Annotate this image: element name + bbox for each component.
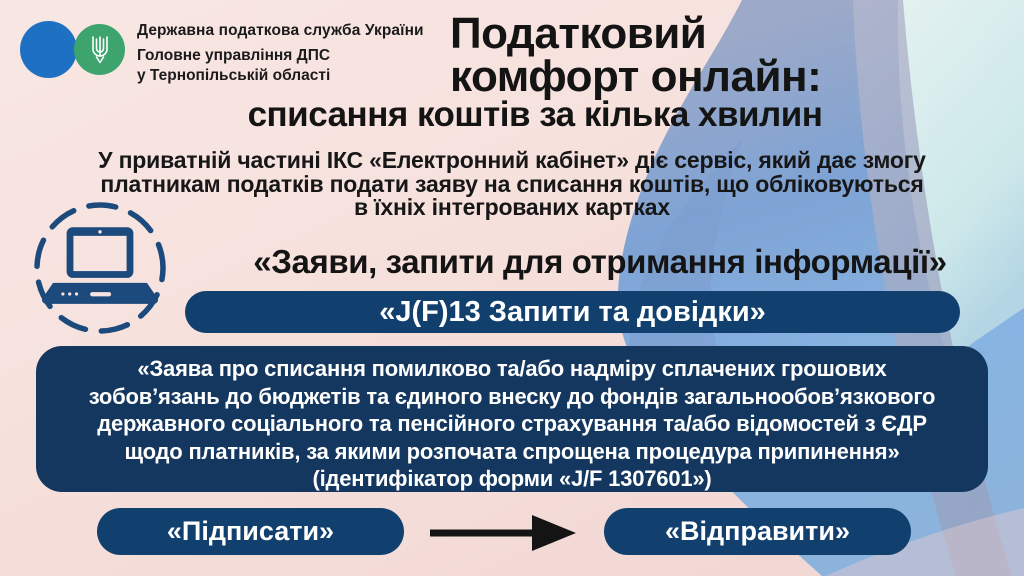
send-button[interactable]: [604, 508, 911, 555]
org-name-line1: Державна податкова служба України: [137, 22, 424, 39]
org-name: [137, 22, 424, 85]
section-heading: «Заяви, запити для отримання інформації»: [253, 243, 947, 280]
laptop-icon: [32, 200, 168, 336]
org-name-line3: у Тернопільській області: [137, 67, 331, 84]
form-description-line: зобов’язань до бюджетів та єдиного внеску до фондів загальнообов’язкового: [88, 383, 936, 409]
form-description-line: (ідентифікатор форми «J/F 1307601»): [312, 466, 712, 491]
form-description-box: [36, 346, 988, 492]
page-title-line3: списання коштів за кілька хвилин: [247, 95, 823, 134]
sign-button-label: «Підписати»: [166, 516, 335, 546]
menu-item-pill[interactable]: [185, 291, 960, 333]
form-description-line: державного соціального та пенсійного страхування та/або відомостей з ЄДР: [97, 411, 927, 436]
arrow-right-icon: [424, 510, 584, 554]
page-title-line1: Податковий: [450, 9, 707, 58]
logo-circle-green: [74, 24, 125, 75]
page-title-line2: комфорт онлайн:: [450, 52, 822, 101]
org-name-line2: Головне управління ДПС: [137, 47, 331, 64]
menu-item-label: «J(F)13 Запити та довідки»: [379, 295, 766, 328]
form-description-line: щодо платників, за якими розпочата спрощена процедура припинення»: [124, 438, 900, 464]
sign-button[interactable]: [97, 508, 404, 555]
logo-circle-blue: [20, 21, 77, 78]
intro-line3: в їхніх інтегрованих картках: [354, 194, 670, 220]
intro-line2: платникам податків подати заяву на списання коштів, що обліковуються: [100, 170, 924, 197]
send-button-label: «Відправити»: [664, 516, 850, 546]
trident-icon: [88, 35, 112, 65]
form-description-line: «Заява про списання помилково та/або надміру сплачених грошових: [137, 356, 887, 381]
intro-line1: У приватній частині ІКС «Електронний кабінет» діє сервіс, який дає змогу: [98, 147, 926, 173]
laptop-badge: [32, 200, 168, 336]
